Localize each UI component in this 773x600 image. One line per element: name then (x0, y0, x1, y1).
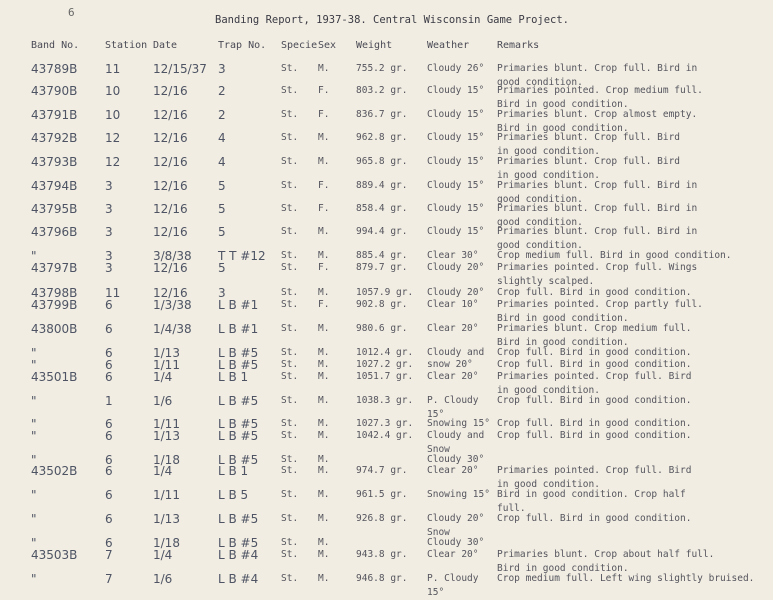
date-cell: 1/6 (153, 572, 173, 586)
station-cell: 6 (105, 346, 113, 360)
date-cell: 1/18 (153, 453, 180, 467)
remarks-line: good condition. (497, 194, 583, 205)
weather-line: Clear 10° (427, 299, 479, 310)
sex-cell: F. (318, 203, 330, 214)
weight-cell: 980.6 gr. (356, 323, 408, 334)
station-cell: 6 (105, 488, 113, 502)
weather-cell (427, 370, 478, 384)
band-cell: 43792B (31, 131, 78, 145)
date-cell: 1/11 (153, 417, 180, 431)
remarks-line: Primaries pointed. Crop partly full. (497, 299, 703, 310)
date-cell: 12/16 (153, 261, 188, 275)
trap-cell: 5 (218, 202, 226, 216)
date-cell: 12/16 (153, 84, 188, 98)
date-cell: 12/15/37 (153, 62, 207, 76)
specie-cell: St. (281, 109, 299, 120)
band-cell: " (31, 417, 37, 431)
trap-cell: L B #5 (218, 346, 259, 360)
trap-cell: L B 5 (218, 488, 249, 502)
sex-cell: M. (318, 156, 330, 167)
weather-line: Clear 20° (427, 549, 479, 560)
band-cell: 43794B (31, 179, 78, 193)
specie-cell: St. (281, 203, 299, 214)
specie-cell: St. (281, 287, 299, 298)
sex-cell: M. (318, 371, 330, 382)
header-date: Date (153, 40, 178, 51)
remarks-line: in good condition. (497, 479, 600, 490)
remarks-cell (497, 429, 691, 443)
band-cell: 43502B (31, 464, 78, 478)
trap-cell: L B 1 (218, 370, 249, 384)
weight-cell: 926.8 gr. (356, 513, 408, 524)
remarks-line: Primaries blunt. Crop full. Bird (497, 156, 681, 167)
remarks-line: Crop full. Bird in good condition. (497, 347, 692, 358)
band-cell: " (31, 453, 37, 467)
page-number: 6 (68, 6, 75, 19)
date-cell: 1/13 (153, 512, 180, 526)
specie-cell: St. (281, 395, 299, 406)
sex-cell: M. (318, 323, 330, 334)
weight-cell: 946.8 gr. (356, 573, 408, 584)
station-cell: 6 (105, 536, 113, 550)
sex-cell: M. (318, 454, 330, 465)
specie-cell: St. (281, 489, 299, 500)
band-cell: 43793B (31, 155, 78, 169)
weather-line: Clear 20° (427, 371, 479, 382)
date-cell: 1/13 (153, 346, 180, 360)
trap-cell: 4 (218, 155, 226, 169)
station-cell: 6 (105, 358, 113, 372)
band-cell: " (31, 249, 37, 263)
weather-cell (427, 322, 478, 336)
weather-line: Cloudy 30° (427, 454, 485, 465)
remarks-line: slightly scalped. (497, 276, 595, 287)
remarks-line: Primaries blunt. Crop full. Bird in (497, 203, 698, 214)
weather-line: Cloudy 20° (427, 262, 485, 273)
sex-cell: M. (318, 465, 330, 476)
remarks-line: Primaries pointed. Crop medium full. (497, 85, 703, 96)
weather-line: Snowing 15° (427, 489, 490, 500)
trap-cell: 3 (218, 62, 226, 76)
weight-cell: 1038.3 gr. (356, 395, 414, 406)
weather-line: Cloudy 20° (427, 513, 485, 524)
remarks-line: Primaries blunt. Crop almost empty. (497, 109, 698, 120)
weather-cell (427, 261, 484, 275)
weather-cell (427, 464, 478, 478)
weight-cell: 902.8 gr. (356, 299, 408, 310)
trap-cell: L B #5 (218, 394, 259, 408)
weight-cell: 1027.3 gr. (356, 418, 414, 429)
date-cell: 12/16 (153, 225, 188, 239)
remarks-line: good condition. (497, 240, 583, 251)
remarks-line: Bird in good condition. (497, 313, 629, 324)
station-cell: 6 (105, 322, 113, 336)
sex-cell: M. (318, 287, 330, 298)
weather-line: snow 20° (427, 359, 473, 370)
station-cell: 6 (105, 429, 113, 443)
station-cell: 11 (105, 62, 121, 76)
specie-cell: St. (281, 299, 299, 310)
remarks-line: Primaries pointed. Crop full. Bird (497, 371, 692, 382)
sex-cell: M. (318, 347, 330, 358)
sex-cell: M. (318, 63, 330, 74)
date-cell: 12/16 (153, 179, 188, 193)
sex-cell: F. (318, 299, 330, 310)
weather-line: Cloudy 15° (427, 180, 485, 191)
station-cell: 3 (105, 179, 113, 193)
specie-cell: St. (281, 549, 299, 560)
trap-cell: 5 (218, 179, 226, 193)
remarks-line: Primaries blunt. Crop full. Bird in (497, 180, 698, 191)
band-cell: 43797B (31, 261, 78, 275)
weight-cell: 965.8 gr. (356, 156, 408, 167)
trap-cell: L B #5 (218, 453, 259, 467)
band-cell: 43795B (31, 202, 78, 216)
date-cell: 1/3/38 (153, 298, 192, 312)
trap-cell: L B #5 (218, 512, 259, 526)
sex-cell: M. (318, 573, 330, 584)
remarks-line: good condition. (497, 217, 583, 228)
specie-cell: St. (281, 359, 299, 370)
station-cell: 7 (105, 572, 113, 586)
trap-cell: 3 (218, 286, 226, 300)
band-cell: 43501B (31, 370, 78, 384)
sex-cell: M. (318, 549, 330, 560)
weather-line: Cloudy 15° (427, 132, 485, 143)
header-weight: Weight (356, 40, 393, 51)
weather-cell (427, 225, 484, 239)
weight-cell: 974.7 gr. (356, 465, 408, 476)
band-cell: " (31, 488, 37, 502)
trap-cell: 4 (218, 131, 226, 145)
sex-cell: M. (318, 359, 330, 370)
remarks-line: Crop full. Bird in good condition. (497, 395, 692, 406)
specie-cell: St. (281, 156, 299, 167)
trap-cell: T T #12 (218, 249, 266, 263)
weather-line: Cloudy 26° (427, 63, 485, 74)
weight-cell: 1042.4 gr. (356, 430, 414, 441)
weight-cell: 803.2 gr. (356, 85, 408, 96)
header-band-no: Band No. (31, 40, 80, 51)
station-cell: 3 (105, 261, 113, 275)
specie-cell: St. (281, 513, 299, 524)
weather-cell (427, 298, 478, 312)
sex-cell: M. (318, 418, 330, 429)
weather-cell (427, 131, 484, 145)
weather-line: Cloudy 30° (427, 537, 485, 548)
weather-line: Clear 20° (427, 323, 479, 334)
remarks-cell (497, 572, 754, 586)
station-cell: 12 (105, 155, 121, 169)
weight-cell: 1027.2 gr. (356, 359, 414, 370)
remarks-line: in good condition. (497, 170, 600, 181)
trap-cell: 2 (218, 84, 226, 98)
remarks-line: full. (497, 503, 526, 514)
trap-cell: 5 (218, 261, 226, 275)
weight-cell: 1051.7 gr. (356, 371, 414, 382)
weather-line: Cloudy 15° (427, 156, 485, 167)
weather-cell (427, 155, 484, 169)
date-cell: 12/16 (153, 286, 188, 300)
sex-cell: M. (318, 430, 330, 441)
station-cell: 6 (105, 453, 113, 467)
trap-cell: L B #1 (218, 322, 259, 336)
band-cell: 43789B (31, 62, 78, 76)
remarks-line: Crop medium full. Left wing slightly bruised. (497, 573, 755, 584)
sex-cell: M. (318, 226, 330, 237)
trap-cell: L B #1 (218, 298, 259, 312)
weather-cell (427, 179, 484, 193)
station-cell: 6 (105, 298, 113, 312)
header-remarks: Remarks (497, 40, 540, 51)
remarks-line: Bird in good condition. (497, 563, 629, 574)
weather-line: P. Cloudy (427, 573, 479, 584)
station-cell: 6 (105, 417, 113, 431)
remarks-line: Bird in good condition. Crop half (497, 489, 686, 500)
trap-cell: L B #5 (218, 417, 259, 431)
weather-cell (427, 62, 484, 76)
weight-cell: 943.8 gr. (356, 549, 408, 560)
specie-cell: St. (281, 371, 299, 382)
band-cell: 43790B (31, 84, 78, 98)
remarks-line: Crop full. Bird in good condition. (497, 513, 692, 524)
band-cell: 43503B (31, 548, 78, 562)
station-cell: 6 (105, 512, 113, 526)
band-cell: 43799B (31, 298, 78, 312)
weather-line: Cloudy and (427, 347, 485, 358)
remarks-line: Crop full. Bird in good condition. (497, 359, 692, 370)
date-cell: 12/16 (153, 155, 188, 169)
station-cell: 3 (105, 249, 113, 263)
header-sex: Sex (318, 40, 337, 51)
remarks-line: Primaries blunt. Crop full. Bird in (497, 226, 698, 237)
date-cell: 3/8/38 (153, 249, 192, 263)
remarks-line: Primaries blunt. Crop full. Bird in (497, 63, 698, 74)
header-weather: Weather (427, 40, 470, 51)
band-cell: " (31, 429, 37, 443)
station-cell: 12 (105, 131, 121, 145)
band-cell: " (31, 346, 37, 360)
sex-cell: F. (318, 109, 330, 120)
station-cell: 1 (105, 394, 113, 408)
specie-cell: St. (281, 454, 299, 465)
specie-cell: St. (281, 180, 299, 191)
sex-cell: F. (318, 262, 330, 273)
weather-line: Cloudy and (427, 430, 485, 441)
trap-cell: L B #4 (218, 548, 259, 562)
station-cell: 10 (105, 108, 121, 122)
header-specie: Specie (281, 40, 318, 51)
date-cell: 1/11 (153, 358, 180, 372)
specie-cell: St. (281, 250, 299, 261)
remarks-line: Crop medium full. Bird in good condition. (497, 250, 732, 261)
report-title: Banding Report, 1937-38. Central Wisconsin Game Project. (215, 14, 570, 26)
sex-cell: M. (318, 489, 330, 500)
remarks-line: in good condition. (497, 385, 600, 396)
sex-cell: M. (318, 537, 330, 548)
specie-cell: St. (281, 132, 299, 143)
band-cell: 43798B (31, 286, 78, 300)
remarks-line: in good condition. (497, 146, 600, 157)
remarks-line: Crop full. Bird in good condition. (497, 287, 692, 298)
weather-line: Clear 30° (427, 250, 479, 261)
remarks-line: Primaries pointed. Crop full. Wings (497, 262, 698, 273)
sex-cell: F. (318, 180, 330, 191)
weather-cell (427, 572, 478, 600)
remarks-cell (497, 394, 691, 408)
weather-cell (427, 84, 484, 98)
specie-cell: St. (281, 537, 299, 548)
band-cell: " (31, 572, 37, 586)
station-cell: 6 (105, 370, 113, 384)
weather-line: Cloudy 15° (427, 226, 485, 237)
remarks-line: Bird in good condition. (497, 123, 629, 134)
remarks-cell (497, 512, 691, 526)
remarks-line: Bird in good condition. (497, 99, 629, 110)
sex-cell: F. (318, 85, 330, 96)
trap-cell: L B #5 (218, 358, 259, 372)
weight-cell: 879.7 gr. (356, 262, 408, 273)
sex-cell: M. (318, 513, 330, 524)
specie-cell: St. (281, 63, 299, 74)
trap-cell: L B #5 (218, 536, 259, 550)
weight-cell: 889.4 gr. (356, 180, 408, 191)
weather-line: Snow (427, 444, 450, 455)
trap-cell: L B #4 (218, 572, 259, 586)
band-cell: " (31, 536, 37, 550)
weight-cell: 994.4 gr. (356, 226, 408, 237)
weather-line: Cloudy 20° (427, 287, 485, 298)
remarks-line: Primaries blunt. Crop about half full. (497, 549, 715, 560)
remarks-line: Primaries pointed. Crop full. Bird (497, 465, 692, 476)
date-cell: 1/11 (153, 488, 180, 502)
date-cell: 1/13 (153, 429, 180, 443)
specie-cell: St. (281, 347, 299, 358)
band-cell: 43791B (31, 108, 78, 122)
band-cell: " (31, 358, 37, 372)
station-cell: 10 (105, 84, 121, 98)
weather-line: P. Cloudy (427, 395, 479, 406)
specie-cell: St. (281, 262, 299, 273)
date-cell: 12/16 (153, 108, 188, 122)
specie-cell: St. (281, 323, 299, 334)
band-cell: 43796B (31, 225, 78, 239)
remarks-line: Primaries blunt. Crop medium full. (497, 323, 692, 334)
station-cell: 3 (105, 225, 113, 239)
weather-line: Snow (427, 527, 450, 538)
remarks-line: good condition. (497, 77, 583, 88)
remarks-line: Bird in good condition. (497, 337, 629, 348)
remarks-line: Crop full. Bird in good condition. (497, 430, 692, 441)
band-cell: 43800B (31, 322, 78, 336)
specie-cell: St. (281, 465, 299, 476)
station-cell: 11 (105, 286, 121, 300)
band-cell: " (31, 394, 37, 408)
specie-cell: St. (281, 226, 299, 237)
weight-cell: 858.4 gr. (356, 203, 408, 214)
trap-cell: 5 (218, 225, 226, 239)
weather-line: Cloudy 15° (427, 85, 485, 96)
weight-cell: 755.2 gr. (356, 63, 408, 74)
specie-cell: St. (281, 430, 299, 441)
sex-cell: M. (318, 132, 330, 143)
date-cell: 12/16 (153, 202, 188, 216)
specie-cell: St. (281, 573, 299, 584)
weather-line: Snowing 15° (427, 418, 490, 429)
weight-cell: 885.4 gr. (356, 250, 408, 261)
date-cell: 1/6 (153, 394, 173, 408)
date-cell: 1/4/38 (153, 322, 192, 336)
date-cell: 1/4 (153, 548, 173, 562)
weight-cell: 962.8 gr. (356, 132, 408, 143)
band-cell: " (31, 512, 37, 526)
weight-cell: 836.7 gr. (356, 109, 408, 120)
sex-cell: M. (318, 395, 330, 406)
weather-line: Cloudy 15° (427, 203, 485, 214)
date-cell: 1/4 (153, 370, 173, 384)
weather-line: 15° (427, 409, 445, 420)
header-station: Station (105, 40, 148, 51)
weather-line: 15° (427, 587, 445, 598)
weather-cell (427, 202, 484, 216)
header-trap-no: Trap No. (218, 40, 267, 51)
date-cell: 1/18 (153, 536, 180, 550)
date-cell: 12/16 (153, 131, 188, 145)
remarks-cell (497, 261, 697, 289)
station-cell: 7 (105, 548, 113, 562)
station-cell: 6 (105, 464, 113, 478)
weight-cell: 1012.4 gr. (356, 347, 414, 358)
weather-line: Clear 20° (427, 465, 479, 476)
date-cell: 1/4 (153, 464, 173, 478)
weight-cell: 1057.9 gr. (356, 287, 414, 298)
remarks-line: Crop full. Bird in good condition. (497, 418, 692, 429)
trap-cell: L B #5 (218, 429, 259, 443)
weather-cell (427, 548, 478, 562)
specie-cell: St. (281, 85, 299, 96)
weather-cell (427, 488, 490, 502)
weather-cell (427, 108, 484, 122)
trap-cell: L B 1 (218, 464, 249, 478)
specie-cell: St. (281, 418, 299, 429)
weight-cell: 961.5 gr. (356, 489, 408, 500)
remarks-line: Primaries blunt. Crop full. Bird (497, 132, 681, 143)
sex-cell: M. (318, 250, 330, 261)
weather-line: Cloudy 15° (427, 109, 485, 120)
trap-cell: 2 (218, 108, 226, 122)
station-cell: 3 (105, 202, 113, 216)
